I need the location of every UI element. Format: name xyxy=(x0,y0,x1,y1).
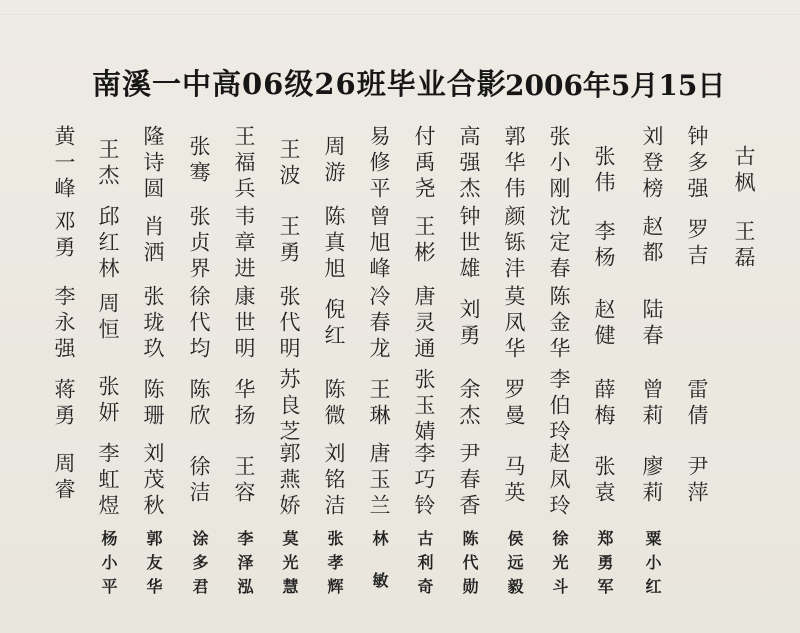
student-name: 邱红林 xyxy=(96,205,120,283)
student-name: 李伯玲 xyxy=(547,368,571,446)
student-name: 薛梅 xyxy=(592,378,616,430)
student-name: 刘铭洁 xyxy=(322,442,346,520)
student-name: 涂多君 xyxy=(190,530,209,602)
student-name: 陈真旭 xyxy=(322,205,346,283)
student-name: 张玉婧 xyxy=(412,368,436,446)
student-name: 苏良芝 xyxy=(277,368,301,446)
student-name: 冷春龙 xyxy=(367,285,391,363)
student-name: 王容 xyxy=(232,455,256,507)
student-name: 沈定春 xyxy=(547,205,571,283)
student-name: 郭友华 xyxy=(144,530,163,602)
student-name: 唐玉兰 xyxy=(367,442,391,520)
student-name: 廖莉 xyxy=(640,455,664,507)
student-name: 付禹尧 xyxy=(412,125,436,203)
student-name: 尹萍 xyxy=(685,455,709,507)
student-name: 徐洁 xyxy=(187,455,211,507)
student-name: 王琳 xyxy=(367,378,391,430)
student-name: 刘登榜 xyxy=(640,125,664,203)
student-name: 张贞界 xyxy=(187,205,211,283)
student-name: 刘茂秋 xyxy=(141,442,165,520)
student-name: 周睿 xyxy=(52,452,76,504)
student-name: 易修平 xyxy=(367,125,391,203)
student-name: 韦章进 xyxy=(232,205,256,283)
student-name: 康世明 xyxy=(232,285,256,363)
student-name: 周游 xyxy=(322,135,346,187)
student-name: 陆春 xyxy=(640,298,664,350)
student-name: 徐代均 xyxy=(187,285,211,363)
student-name: 李巧铃 xyxy=(412,442,436,520)
student-name: 王波 xyxy=(277,138,301,190)
student-name: 杨小平 xyxy=(99,530,118,602)
student-name: 赵健 xyxy=(592,298,616,350)
student-name: 倪红 xyxy=(322,298,346,350)
student-name: 李虹煜 xyxy=(96,442,120,520)
student-name: 莫光慧 xyxy=(280,530,299,602)
student-name: 张代明 xyxy=(277,285,301,363)
student-name: 雷倩 xyxy=(685,378,709,430)
student-name: 王勇 xyxy=(277,215,301,267)
student-name: 王福兵 xyxy=(232,125,256,203)
student-name: 王杰 xyxy=(96,138,120,190)
student-name: 曾旭峰 xyxy=(367,205,391,283)
student-name: 张妍 xyxy=(96,375,120,427)
student-name: 陈欣 xyxy=(187,378,211,430)
student-name: 李杨 xyxy=(592,220,616,272)
student-name: 邓勇 xyxy=(52,210,76,262)
student-name: 曾莉 xyxy=(640,378,664,430)
student-name: 陈珊 xyxy=(141,378,165,430)
student-name: 古利奇 xyxy=(415,530,434,602)
student-name: 黄一峰 xyxy=(52,125,76,203)
student-name: 陈代勋 xyxy=(460,530,479,602)
student-name: 赵凤玲 xyxy=(547,442,571,520)
student-name: 张袁 xyxy=(592,455,616,507)
student-name: 张小刚 xyxy=(547,125,571,203)
paper-edge xyxy=(0,14,800,15)
student-name: 唐灵通 xyxy=(412,285,436,363)
student-name: 蒋勇 xyxy=(52,378,76,430)
student-name: 侯远毅 xyxy=(505,530,524,602)
student-name: 刘勇 xyxy=(457,298,481,350)
student-name: 钟多强 xyxy=(685,125,709,203)
student-name: 颜铄沣 xyxy=(502,205,526,283)
student-name: 张骞 xyxy=(187,135,211,187)
student-name: 肖洒 xyxy=(141,215,165,267)
student-name: 郭华伟 xyxy=(502,125,526,203)
student-name: 王磊 xyxy=(732,220,756,272)
student-name: 高强杰 xyxy=(457,125,481,203)
student-name: 古枫 xyxy=(732,145,756,197)
student-name: 陈金华 xyxy=(547,285,571,363)
student-name: 钟世雄 xyxy=(457,205,481,283)
caption-title: 南溪一中高06级26班毕业合影 xyxy=(92,67,507,101)
student-name: 林敏 xyxy=(370,530,389,614)
student-name: 陈微 xyxy=(322,378,346,430)
student-name: 李永强 xyxy=(52,285,76,363)
student-name: 莫凤华 xyxy=(502,285,526,363)
student-name: 马英 xyxy=(502,455,526,507)
student-name: 赵都 xyxy=(640,215,664,267)
student-name: 粟小红 xyxy=(643,530,662,602)
student-name: 李泽泓 xyxy=(235,530,254,602)
student-name: 罗曼 xyxy=(502,378,526,430)
student-name: 罗吉 xyxy=(685,218,709,270)
student-name: 余杰 xyxy=(457,378,481,430)
student-name: 张孝辉 xyxy=(325,530,344,602)
student-name: 张伟 xyxy=(592,145,616,197)
student-name: 尹春香 xyxy=(457,442,481,520)
student-name: 华扬 xyxy=(232,378,256,430)
student-name: 郭燕娇 xyxy=(277,442,301,520)
student-name: 王彬 xyxy=(412,215,436,267)
student-name: 郑勇军 xyxy=(595,530,614,602)
student-name: 周恒 xyxy=(96,292,120,344)
student-name: 隆诗圆 xyxy=(141,125,165,203)
caption-date: 2006年5月15日 xyxy=(505,69,726,102)
student-name: 徐光斗 xyxy=(550,530,569,602)
student-name: 张珑玖 xyxy=(141,285,165,363)
